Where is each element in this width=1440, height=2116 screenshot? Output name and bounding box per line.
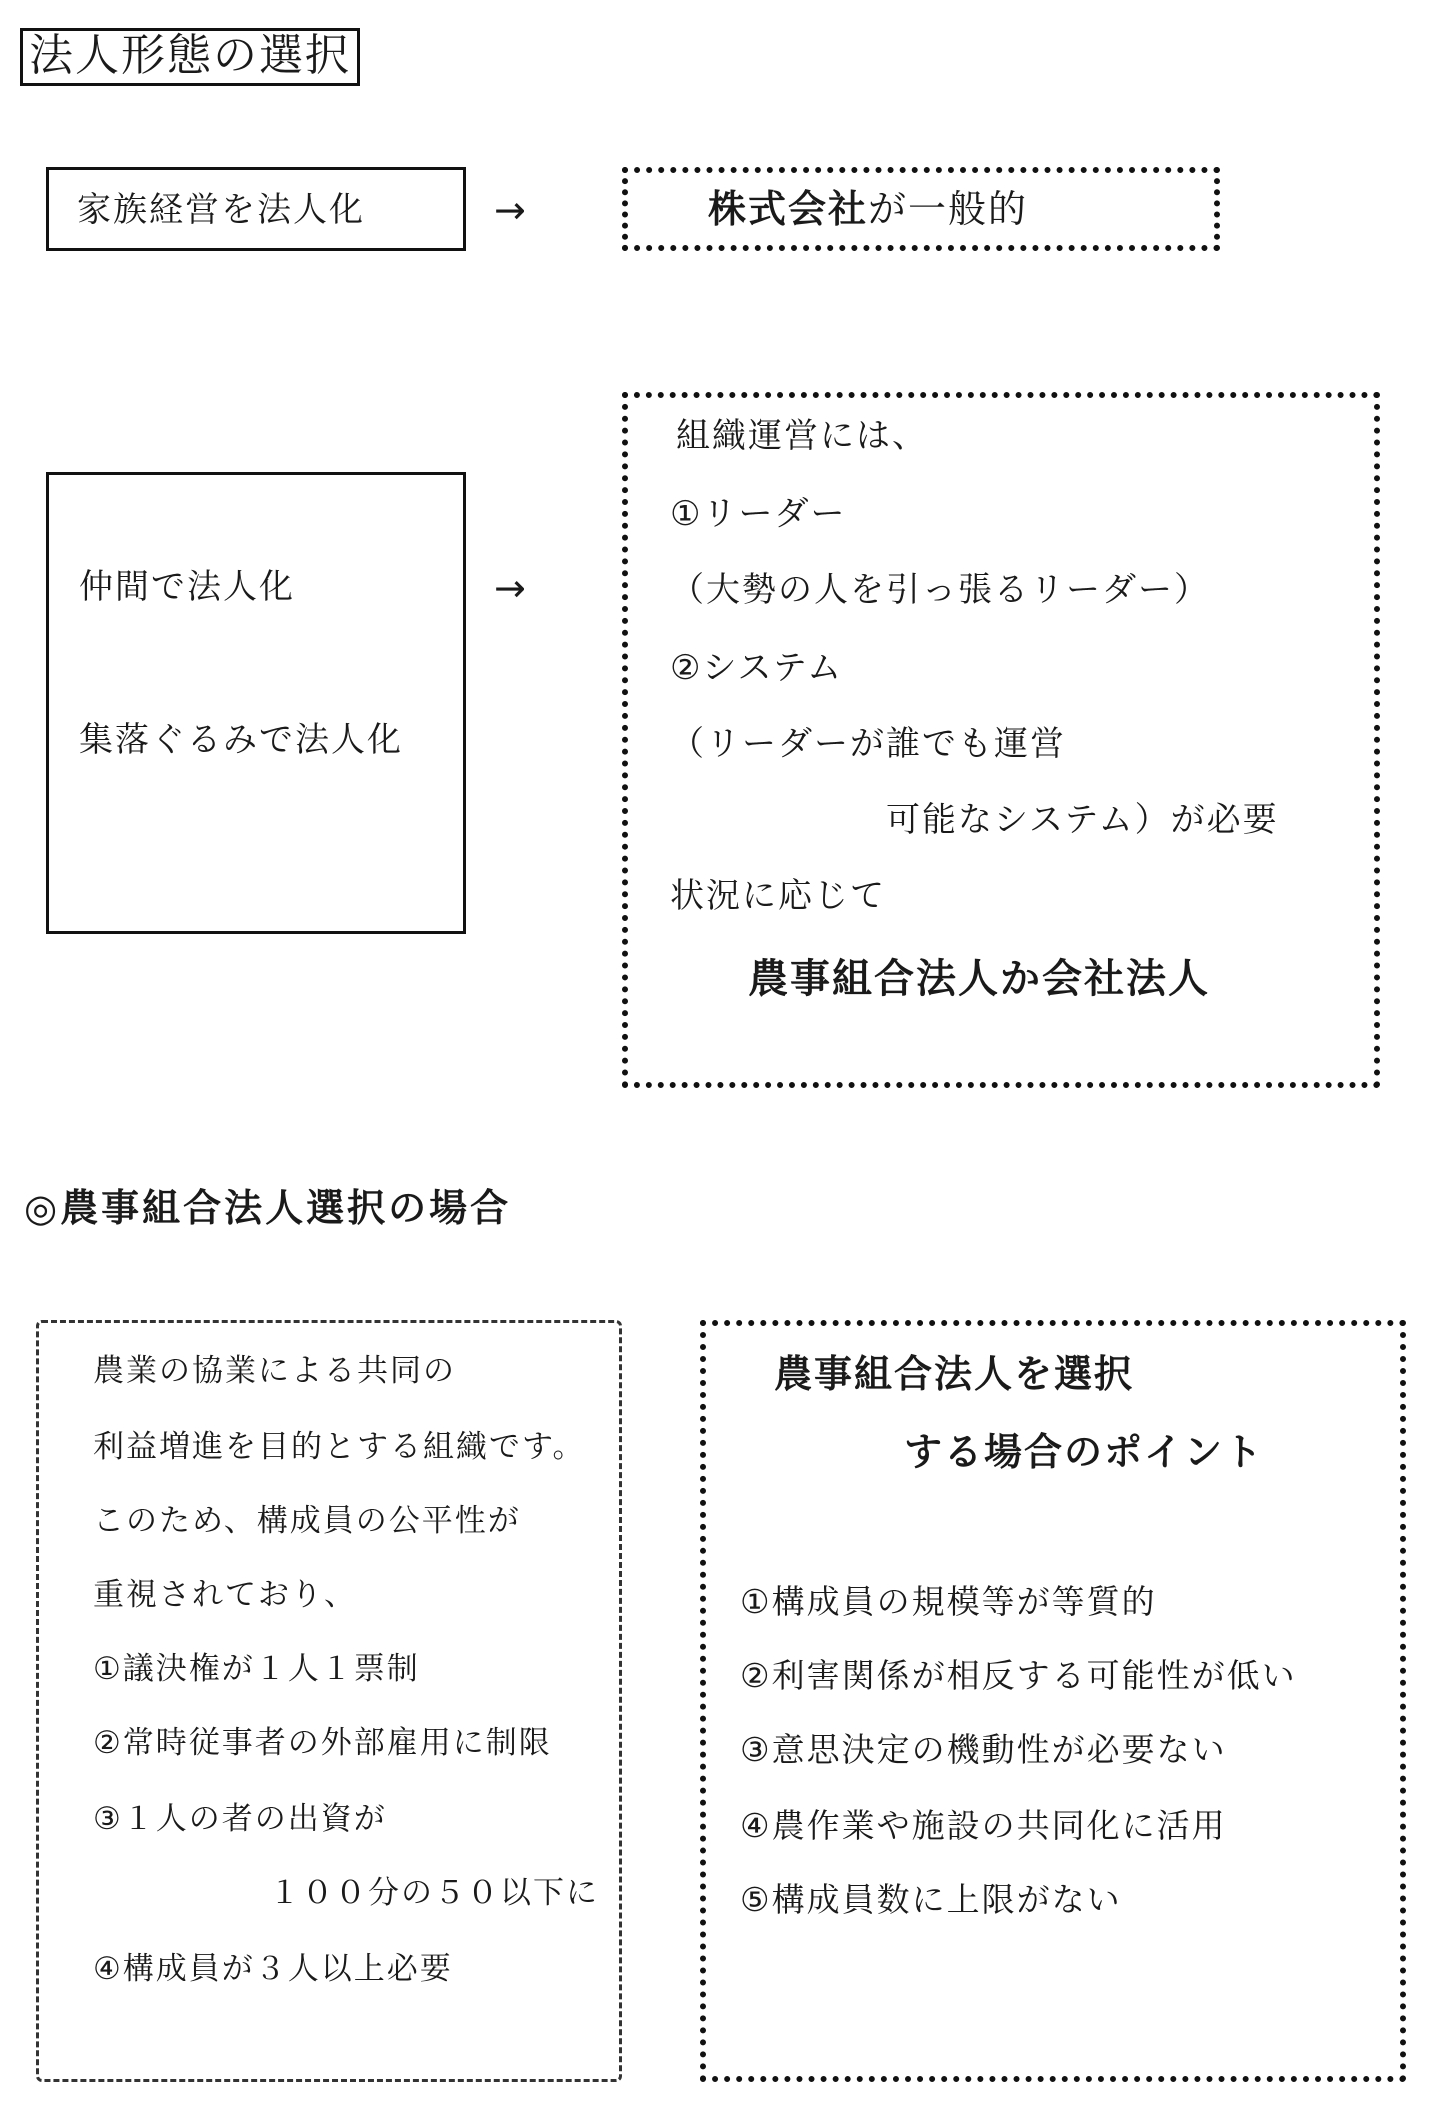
- family-arrow: →: [494, 188, 526, 232]
- left-info-line: ①議決権が１人１票制: [93, 1651, 420, 1687]
- right-points-heading: する場合のポイント: [904, 1430, 1265, 1474]
- left-info-line: ③１人の者の出資が: [93, 1801, 387, 1837]
- right-point-item: ⑤構成員数に上限がない: [740, 1880, 1122, 1919]
- family-box-label: 家族経営を法人化: [77, 190, 365, 230]
- group-result-line: 可能なシステム）が必要: [886, 800, 1279, 840]
- group-box-line: 集落ぐるみで法人化: [79, 720, 403, 760]
- group-result-box: [622, 392, 1380, 1088]
- left-info-box: [36, 1320, 622, 2082]
- family-result-rest: が一般的: [868, 187, 1029, 231]
- group-result-line: 組織運営には、: [676, 416, 928, 456]
- page-title: 法人形態の選択: [20, 28, 360, 86]
- family-box: [46, 167, 466, 251]
- left-info-line: このため、構成員の公平性が: [93, 1503, 521, 1539]
- group-result-line: （大勢の人を引っ張るリーダー）: [670, 570, 1210, 610]
- section-heading: ◎農事組合法人選択の場合: [24, 1186, 512, 1230]
- group-result-line: 状況に応じて: [670, 876, 886, 916]
- group-result-line: ①リーダー: [670, 494, 847, 534]
- left-info-line: 重視されており、: [93, 1577, 357, 1613]
- group-result-line: （リーダーが誰でも運営: [670, 724, 1066, 764]
- right-point-item: ①構成員の規模等が等質的: [740, 1582, 1157, 1621]
- left-info-line: ④構成員が３人以上必要: [93, 1951, 453, 1987]
- right-points-box: [700, 1320, 1406, 2082]
- group-result-line: ②システム: [670, 648, 844, 688]
- left-info-line: ②常時従事者の外部雇用に制限: [93, 1725, 552, 1761]
- family-result-box: [622, 167, 1220, 251]
- left-info-line: 農業の協業による共同の: [93, 1353, 456, 1389]
- family-result-bold: 株式会社: [708, 187, 869, 231]
- right-point-item: ④農作業や施設の共同化に活用: [740, 1806, 1227, 1845]
- right-point-item: ③意思決定の機動性が必要ない: [740, 1730, 1227, 1769]
- group-arrow: →: [494, 566, 526, 610]
- group-result-bold: 農事組合法人か会社法人: [748, 956, 1210, 1002]
- right-point-item: ②利害関係が相反する可能性が低い: [740, 1656, 1297, 1695]
- group-box-line: 仲間で法人化: [79, 567, 295, 607]
- group-box: [46, 472, 466, 934]
- left-info-line: １００分の５０以下に: [269, 1875, 599, 1911]
- right-points-heading: 農事組合法人を選択: [774, 1352, 1135, 1396]
- family-result-text: [708, 189, 1028, 229]
- left-info-line: 利益増進を目的とする組織です。: [93, 1429, 586, 1465]
